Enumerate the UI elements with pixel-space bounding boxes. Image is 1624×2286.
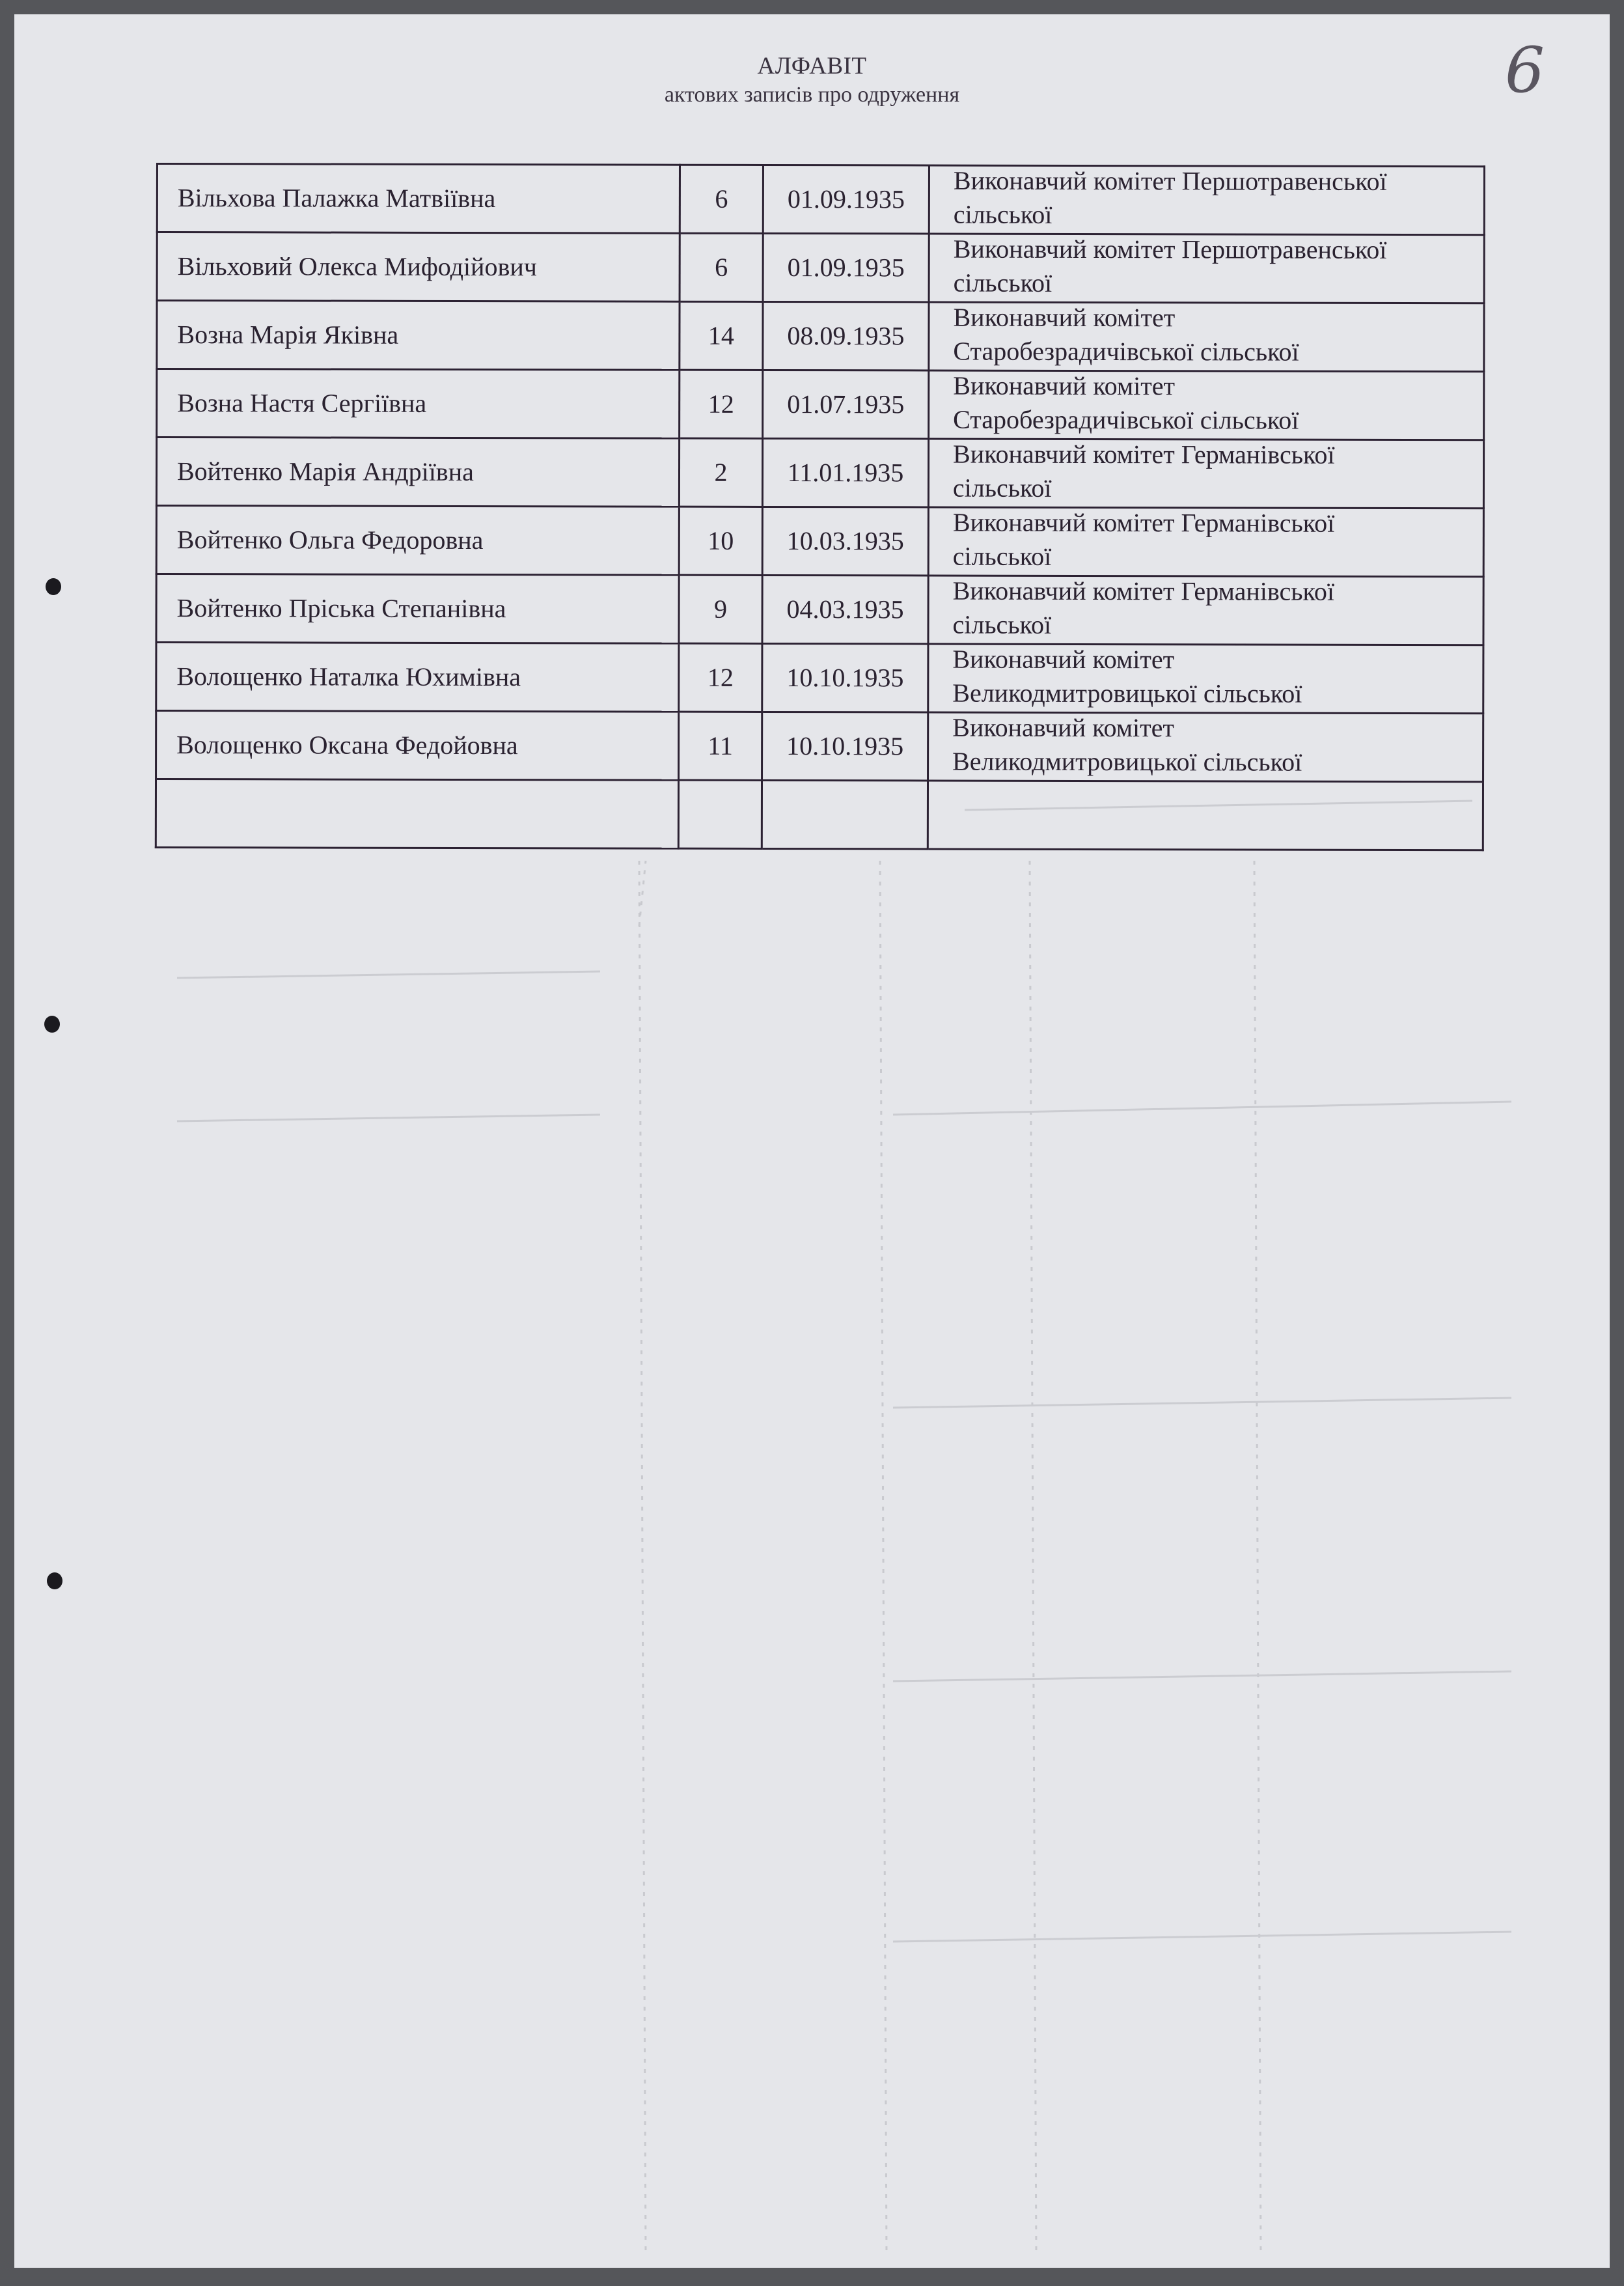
- marriage-records-table: [155, 163, 1485, 851]
- table-row: [156, 711, 1483, 782]
- record-number: 2: [679, 438, 762, 507]
- registry-office: [929, 302, 1484, 372]
- page-subtitle: актових записів про одруження: [664, 83, 960, 107]
- table-row: [156, 574, 1483, 645]
- office-line-2: Великодмитровицької сільської: [952, 746, 1302, 777]
- person-name: [156, 779, 678, 849]
- office-line-1: Виконавчий комітет Германівської: [953, 439, 1335, 469]
- office-line-2: Старобезрадичівської сільської: [953, 404, 1299, 435]
- page-title: АЛФАВІТ: [757, 53, 867, 79]
- registry-office: [928, 781, 1483, 850]
- table-row-empty: [156, 779, 1483, 850]
- office-line-1: Виконавчий комітет: [953, 370, 1176, 401]
- record-date: 11.01.1935: [762, 438, 928, 507]
- record-date: 01.09.1935: [763, 165, 929, 234]
- registry-office: [928, 439, 1483, 509]
- table-row: [156, 506, 1483, 577]
- registry-office: [928, 576, 1483, 645]
- person-name: Войтенко Ольга Федоровна: [156, 506, 679, 576]
- person-name: Вільхова Палажка Матвіївна: [157, 164, 680, 234]
- record-date: 10.03.1935: [762, 507, 928, 576]
- registry-office: [929, 234, 1484, 303]
- record-date: 10.10.1935: [762, 712, 928, 781]
- document-page: [14, 14, 1610, 2268]
- person-name: Вільховий Олекса Мифодійович: [157, 232, 680, 302]
- office-line-1: Виконавчий комітет Германівської: [952, 507, 1335, 538]
- person-name: Войтенко Пріська Степанівна: [156, 574, 679, 644]
- handwritten-page-number: 6: [1505, 34, 1545, 107]
- office-line-1: Виконавчий комітет: [953, 302, 1176, 333]
- record-number: 14: [680, 301, 763, 370]
- person-name: Войтенко Марія Андріївна: [156, 438, 679, 507]
- registry-office: [928, 507, 1483, 577]
- table-row: [156, 438, 1483, 509]
- record-date: 08.09.1935: [763, 301, 929, 370]
- office-line-2: Старобезрадичівської сільської: [953, 336, 1299, 367]
- office-line-2: сільської: [952, 473, 1052, 503]
- office-line-1: Виконавчий комітет: [952, 712, 1174, 743]
- record-date: 04.03.1935: [762, 575, 928, 644]
- registry-office: [929, 370, 1484, 440]
- registry-office: [928, 712, 1483, 782]
- office-line-1: Виконавчий комітет Германівської: [952, 576, 1335, 606]
- table-row: [156, 643, 1483, 714]
- record-date: 01.09.1935: [763, 233, 929, 302]
- record-number: 10: [679, 507, 762, 575]
- person-name: Возна Марія Яківна: [157, 301, 680, 370]
- office-line-2: сільської: [953, 199, 1053, 229]
- record-date: 01.07.1935: [763, 370, 929, 439]
- office-line-2: сільської: [953, 268, 1053, 298]
- person-name: Волощенко Наталка Юхимівна: [156, 643, 679, 712]
- registry-office: [929, 165, 1484, 235]
- punch-hole: [44, 1016, 60, 1033]
- record-number: 6: [680, 233, 763, 301]
- record-number: 11: [679, 712, 762, 780]
- office-line-1: Виконавчий комітет Першотравенської: [953, 165, 1387, 196]
- office-line-2: сільської: [952, 609, 1052, 639]
- office-line-1: Виконавчий комітет: [952, 644, 1175, 675]
- person-name: Волощенко Оксана Федойовна: [156, 711, 679, 781]
- registry-office: [928, 644, 1483, 714]
- record-number: [678, 780, 762, 848]
- table-row: [157, 232, 1484, 303]
- table-row: [157, 301, 1484, 372]
- office-line-2: Великодмитровицької сільської: [952, 678, 1302, 708]
- record-number: 9: [679, 575, 762, 643]
- person-name: Возна Настя Сергіївна: [157, 369, 680, 439]
- record-date: 10.10.1935: [762, 643, 928, 712]
- record-number: 12: [680, 370, 763, 438]
- record-number: 12: [679, 643, 762, 712]
- office-line-1: Виконавчий комітет Першотравенської: [953, 234, 1387, 264]
- record-number: 6: [680, 165, 763, 233]
- punch-hole: [46, 578, 61, 595]
- table-row: [157, 164, 1484, 235]
- record-date: [762, 780, 928, 849]
- office-line-2: сільської: [952, 541, 1052, 571]
- punch-hole: [47, 1572, 62, 1589]
- table-row: [157, 369, 1484, 440]
